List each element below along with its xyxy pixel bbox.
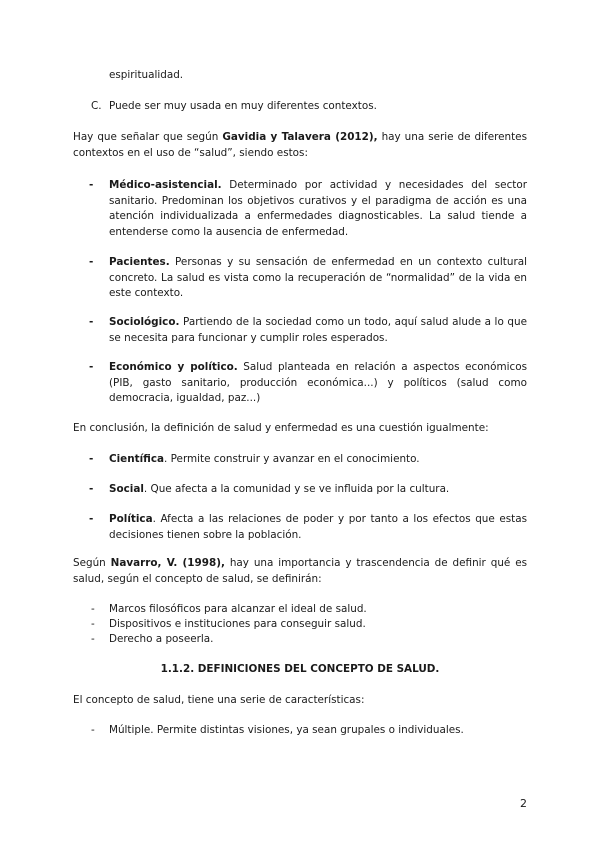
list-dash: - — [89, 179, 94, 191]
list-dash: - — [89, 483, 94, 495]
list-item-multiple: Múltiple. Permite distintas visiones, ya sean grupales o individuales. — [109, 724, 464, 736]
citation-author: Navarro, V. (1998), — [110, 557, 225, 569]
paragraph-characteristics: El concepto de salud, tiene una serie de características: — [73, 694, 365, 706]
list-item-pacientes: Pacientes. Personas y su sensación de enfermedad en un contexto cultural concreto. La salud es vista como la recuperación de “normalidad” de la vida en este contexto. — [109, 256, 527, 299]
list-item-tail: espiritualidad. — [109, 69, 184, 81]
list-dash: - — [91, 603, 95, 615]
list-item-politica: Política. Afecta a las relaciones de poder y por tanto a los efectos que estas decisiones tienen sobre la población. — [109, 513, 527, 541]
paragraph-navarro: Según Navarro, V. (1998), hay una importancia y trascendencia de definir qué es salud, según el concepto de salud, se definirán: — [73, 557, 528, 585]
list-dash: - — [89, 513, 94, 525]
list-dash: - — [89, 316, 94, 328]
list-dash: - — [89, 361, 94, 373]
list-item-dispositivos: Dispositivos e instituciones para conseguir salud. — [109, 618, 366, 630]
list-dash: - — [89, 453, 94, 465]
list-item-derecho: Derecho a poseerla. — [109, 633, 214, 645]
list-letter: C. — [91, 100, 102, 112]
paragraph-contexts: Hay que señalar que según Gavidia y Talavera (2012), hay una serie de diferentes contextos en el uso de “salud”, siendo estos: — [73, 131, 527, 159]
list-dash: - — [91, 633, 95, 645]
paragraph-conclusion: En conclusión, la definición de salud y enfermedad es una cuestión igualmente: — [73, 422, 489, 434]
list-item-social: Social. Que afecta a la comunidad y se ve influida por la cultura. — [109, 483, 450, 495]
list-item-c: Puede ser muy usada en muy diferentes contextos. — [109, 100, 377, 112]
list-item-marcos: Marcos filosóficos para alcanzar el ideal de salud. — [109, 603, 367, 615]
list-dash: - — [91, 724, 95, 736]
list-item-sociologico: Sociológico. Partiendo de la sociedad como un todo, aquí salud alude a lo que se necesita para funcionar y cumplir roles esperados. — [109, 316, 527, 344]
list-dash: - — [89, 256, 94, 268]
list-item-economico: Económico y político. Salud planteada en relación a aspectos económicos (PIB, gasto sanitario, producción económica...) y políticos (salud como democracia, igualdad, paz...) — [109, 361, 527, 404]
list-item-medico: Médico-asistencial. Determinado por actividad y necesidades del sector sanitario. Predominan los objetivos curativos y el paradigma de acción es una atención individualizada a enfermedades diagnosticables. La salud tiende a entenderse como la ausencia de enfermedad. — [109, 179, 527, 238]
list-dash: - — [91, 618, 95, 630]
page-number: 2 — [520, 797, 527, 810]
section-heading: 1.1.2. DEFINICIONES DEL CONCEPTO DE SALUD. — [160, 663, 440, 675]
list-item-cientifica: Científica. Permite construir y avanzar en el conocimiento. — [109, 453, 420, 465]
citation-author: Gavidia y Talavera (2012), — [222, 131, 378, 143]
